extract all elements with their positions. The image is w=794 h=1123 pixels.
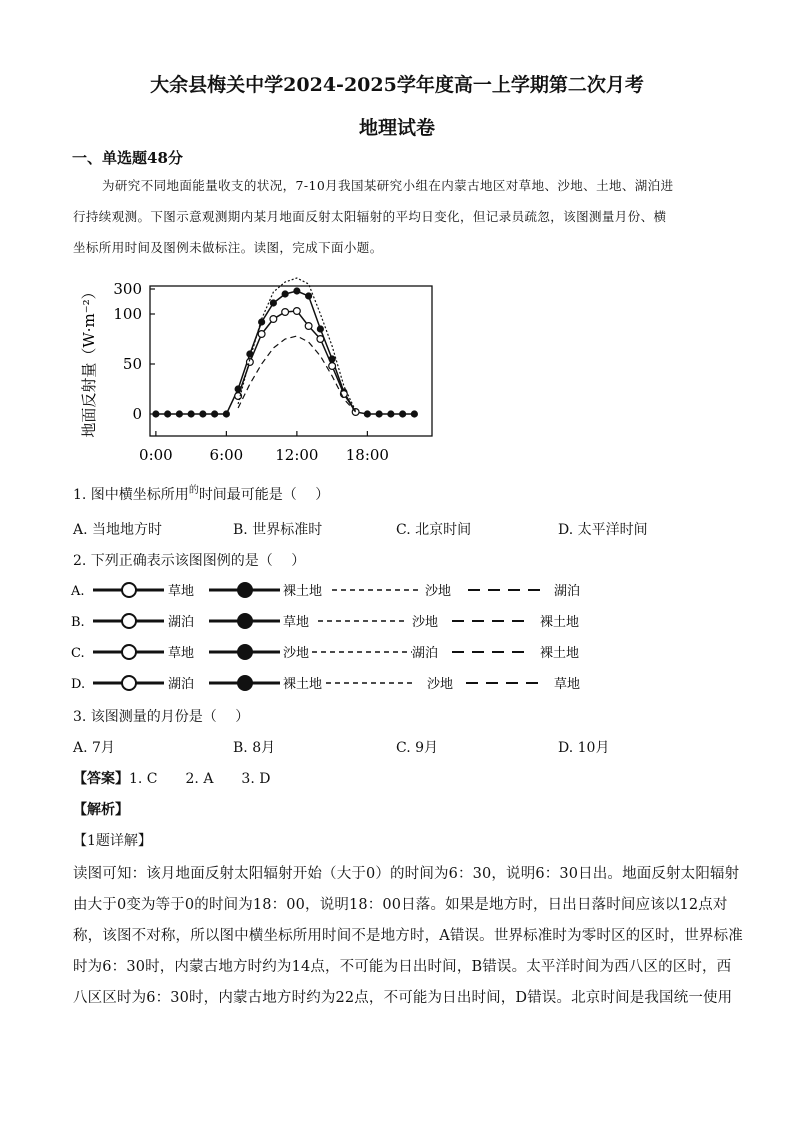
filled-point xyxy=(387,410,394,417)
filled-point xyxy=(152,410,159,417)
open-point xyxy=(258,331,265,338)
q3-option-c: C. 9月 xyxy=(396,740,439,756)
y-tick-label: 0 xyxy=(132,405,142,423)
filled-point xyxy=(399,410,406,417)
y-tick-label: 50 xyxy=(122,355,142,373)
y-tick-label: 300 xyxy=(113,280,142,298)
explanation-line-1: 读图可知：该月地面反射太阳辐射开始（大于0）的时间为6：30，说明6：30日出。地面反射太阳辐射 xyxy=(73,866,740,882)
open-point xyxy=(305,323,312,330)
answer-text: 1. C 2. A 3. D xyxy=(129,771,271,787)
answer-label: 【答案】 xyxy=(73,771,129,787)
q2-row-b xyxy=(71,613,579,630)
q2-row-c xyxy=(71,644,579,661)
x-tick-label: 12:00 xyxy=(275,446,319,464)
open-circle-marker-sample xyxy=(122,676,136,690)
q2-row-d-label-2: 裸土地 xyxy=(283,677,323,692)
open-point xyxy=(270,316,277,323)
intro-line-2: 行持续观测。下图示意观测期内某月地面反射太阳辐射的平均日变化，但记录员疏忽，该图测量月份、横 xyxy=(73,209,667,224)
q2-row-d-label-1: 湖泊 xyxy=(168,677,195,692)
open-circle-marker-sample xyxy=(122,583,136,597)
filled-point xyxy=(176,410,183,417)
filled-point xyxy=(317,325,324,332)
filled-circle-marker-sample xyxy=(237,613,253,629)
q3-stem: 3. 该图测量的月份是（ ） xyxy=(73,709,250,725)
filled-circle-marker-sample xyxy=(237,675,253,691)
x-tick-label: 18:00 xyxy=(345,446,389,464)
filled-point xyxy=(258,318,265,325)
open-point xyxy=(317,336,324,343)
section-heading: 一、单选题48分 xyxy=(72,149,183,167)
series-open-circle xyxy=(238,311,356,412)
q2-row-c-label-1: 草地 xyxy=(168,646,195,661)
q2-row-b-label-3: 沙地 xyxy=(412,615,439,630)
open-point xyxy=(293,308,300,315)
filled-point xyxy=(411,410,418,417)
q2-row-d-label-4: 草地 xyxy=(554,677,581,692)
series-dotted xyxy=(238,278,356,411)
filled-point xyxy=(270,299,277,306)
reflection-chart xyxy=(70,268,450,468)
explanation-line-2: 由大于0变为等于0的时间为18：00，说明18：00日落。如果是地方时，日出日落时间应该以12点对 xyxy=(73,897,728,913)
open-circle-marker-sample xyxy=(122,614,136,628)
filled-point xyxy=(293,287,300,294)
q2-row-b-letter: B. xyxy=(71,615,85,630)
q2-row-c-letter: C. xyxy=(71,646,85,661)
chart-series xyxy=(152,278,418,418)
q1-option-b: B. 世界标准时 xyxy=(233,522,323,538)
q2-row-d-label-3: 沙地 xyxy=(427,677,454,692)
q1-stem-mark: 的 xyxy=(188,485,199,496)
q2-row-c-label-4: 裸土地 xyxy=(540,646,580,661)
filled-point xyxy=(376,410,383,417)
explanation-line-3: 称，该图不对称，所以图中横坐标所用时间不是地方时，A错误。世界标准时为零时区的区时，世界标准 xyxy=(73,928,743,944)
y-axis-label: 地面反射量（W·m⁻²） xyxy=(80,284,98,438)
q1-stem-start: 1. 图中横坐标所用 xyxy=(73,487,189,503)
q2-row-b-label-1: 湖泊 xyxy=(168,615,195,630)
x-tick-label: 0:00 xyxy=(139,446,173,464)
q2-row-b-label-4: 裸土地 xyxy=(540,615,580,630)
filled-point xyxy=(223,410,230,417)
q2-row-a-label-4: 湖泊 xyxy=(554,584,581,599)
open-circle-marker-sample xyxy=(122,645,136,659)
filled-point xyxy=(364,410,371,417)
q2-row-a-label-1: 草地 xyxy=(168,584,195,599)
filled-circle-marker-sample xyxy=(237,582,253,598)
x-tick-label: 6:00 xyxy=(209,446,244,464)
open-point xyxy=(329,363,336,370)
filled-point xyxy=(199,410,206,417)
q2-row-d-letter: D. xyxy=(71,677,86,692)
q2-legend-options xyxy=(66,576,606,698)
intro-line-1: 为研究不同地面能量收支的状况，7-10月我国某研究小组在内蒙古地区对草地、沙地、土地、湖泊进 xyxy=(102,178,674,193)
q1-option-a: A. 当地地方时 xyxy=(73,522,163,538)
open-point xyxy=(282,309,289,316)
q1-option-d: D. 太平洋时间 xyxy=(558,522,648,538)
explanation-line-5: 八区区时为6：30时，内蒙古地方时约为22点，不可能为日出时间，D错误。北京时间是我国统一使用 xyxy=(73,990,733,1006)
q2-row-a-label-2: 裸土地 xyxy=(283,584,323,599)
q1-option-c: C. 北京时间 xyxy=(396,522,472,538)
y-tick-label: 100 xyxy=(113,305,142,323)
exam-title: 大余县梅关中学2024-2025学年度高一上学期第二次月考 xyxy=(150,74,644,96)
q2-row-c-label-2: 沙地 xyxy=(283,646,310,661)
answer-line xyxy=(73,768,270,788)
filled-point xyxy=(164,410,171,417)
analysis-label: 【解析】 xyxy=(73,802,129,818)
q1-stem-end: 时间最可能是（ ） xyxy=(198,487,330,503)
q2-row-a-label-3: 沙地 xyxy=(425,584,452,599)
q3-option-a: A. 7月 xyxy=(73,740,115,756)
q2-row-a-letter: A. xyxy=(71,584,85,599)
q2-row-c-label-3: 湖泊 xyxy=(412,646,439,661)
q1-stem xyxy=(73,484,329,504)
q2-row-b-label-2: 草地 xyxy=(283,615,310,630)
intro-line-3: 坐标所用时间及图例未做标注。读图，完成下面小题。 xyxy=(73,240,383,255)
filled-point xyxy=(282,290,289,297)
detail-label: 【1题详解】 xyxy=(73,833,152,849)
filled-circle-marker-sample xyxy=(237,644,253,660)
filled-point xyxy=(188,410,195,417)
q2-row-d xyxy=(71,675,580,692)
explanation-line-4: 时为6：30时，内蒙古地方时约为14点，不可能为日出时间，B错误。太平洋时间为西八区的区时，西 xyxy=(73,959,732,975)
q3-option-d: D. 10月 xyxy=(558,740,610,756)
exam-subtitle: 地理试卷 xyxy=(358,117,435,139)
filled-point xyxy=(211,410,218,417)
filled-point xyxy=(305,292,312,299)
q3-option-b: B. 8月 xyxy=(233,740,276,756)
q2-stem: 2. 下列正确表示该图图例的是（ ） xyxy=(73,553,306,569)
q2-row-a xyxy=(70,582,580,599)
